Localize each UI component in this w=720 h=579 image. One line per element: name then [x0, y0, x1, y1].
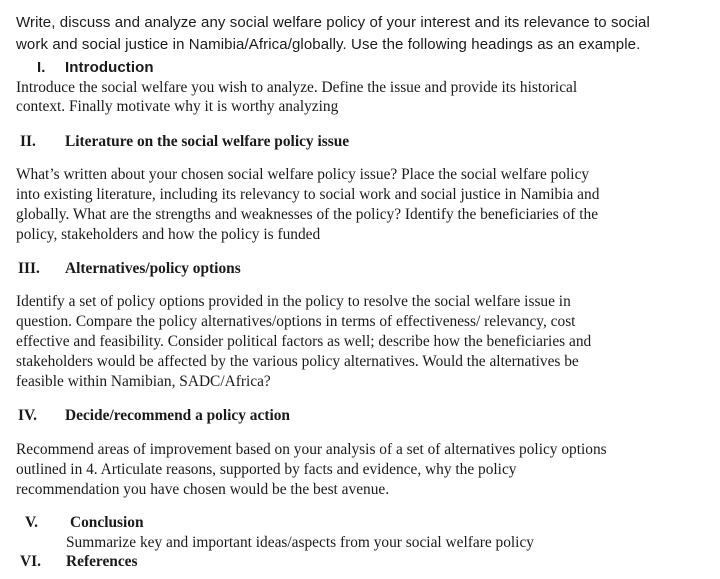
section-4-heading: Decide/recommend a policy action: [65, 407, 290, 424]
section-4-number: IV.: [18, 407, 37, 424]
section-2-line-3: globally. What are the strengths and weaknesses of the policy? Identify the beneficiaries of the: [16, 206, 599, 223]
section-1-number: I.: [37, 59, 46, 76]
section-3-line-2: question. Compare the policy alternatives/options in terms of effectiveness/ relevancy, cost: [16, 313, 576, 330]
section-2-line-1: What’s written about your chosen social welfare policy issue? Place the social welfare policy: [16, 166, 590, 183]
section-4-line-3: recommendation you have chosen would be the best avenue.: [16, 481, 390, 498]
section-3-line-5: feasible within Namibian, SADC/Africa?: [16, 373, 271, 390]
section-6-heading: References: [66, 553, 138, 570]
section-5-number: V.: [25, 514, 38, 531]
section-4-line-2: outlined in 4. Articulate reasons, supported by facts and evidence, why the policy: [16, 461, 517, 478]
section-3-line-4: stakeholders would be affected by the various policy alternatives. Would the alternatives be: [16, 353, 579, 370]
section-2-heading: Literature on the social welfare policy issue: [65, 133, 350, 150]
section-6-number: VI.: [20, 553, 41, 570]
section-4-line-1: Recommend areas of improvement based on your analysis of a set of alternatives policy options: [16, 441, 607, 458]
intro-line-2: work and social justice in Namibia/Africa/globally. Use the following headings as an example.: [16, 36, 641, 53]
intro-line-1: Write, discuss and analyze any social welfare policy of your interest and its relevance to social: [16, 14, 650, 31]
section-5-line-1: Summarize key and important ideas/aspects from your social welfare policy: [66, 534, 534, 551]
section-3-line-3: effective and feasibility. Consider political factors as well; describe how the beneficiaries and: [16, 333, 592, 350]
section-3-line-1: Identify a set of policy options provided in the policy to resolve the social welfare issue in: [16, 293, 571, 310]
section-1-line-2: context. Finally motivate why it is worthy analyzing: [16, 98, 339, 115]
section-3-heading: Alternatives/policy options: [65, 260, 241, 277]
section-2-number: II.: [20, 133, 36, 150]
section-1-line-1: Introduce the social welfare you wish to analyze. Define the issue and provide its historical: [16, 79, 578, 96]
section-5-heading: Conclusion: [70, 514, 144, 531]
section-1-heading: Introduction: [65, 59, 154, 76]
section-2-line-4: policy, stakeholders and how the policy is funded: [16, 226, 321, 243]
section-3-number: III.: [18, 260, 40, 277]
section-2-line-2: into existing literature, including its relevancy to social work and social justice in Namibia and: [16, 186, 600, 203]
